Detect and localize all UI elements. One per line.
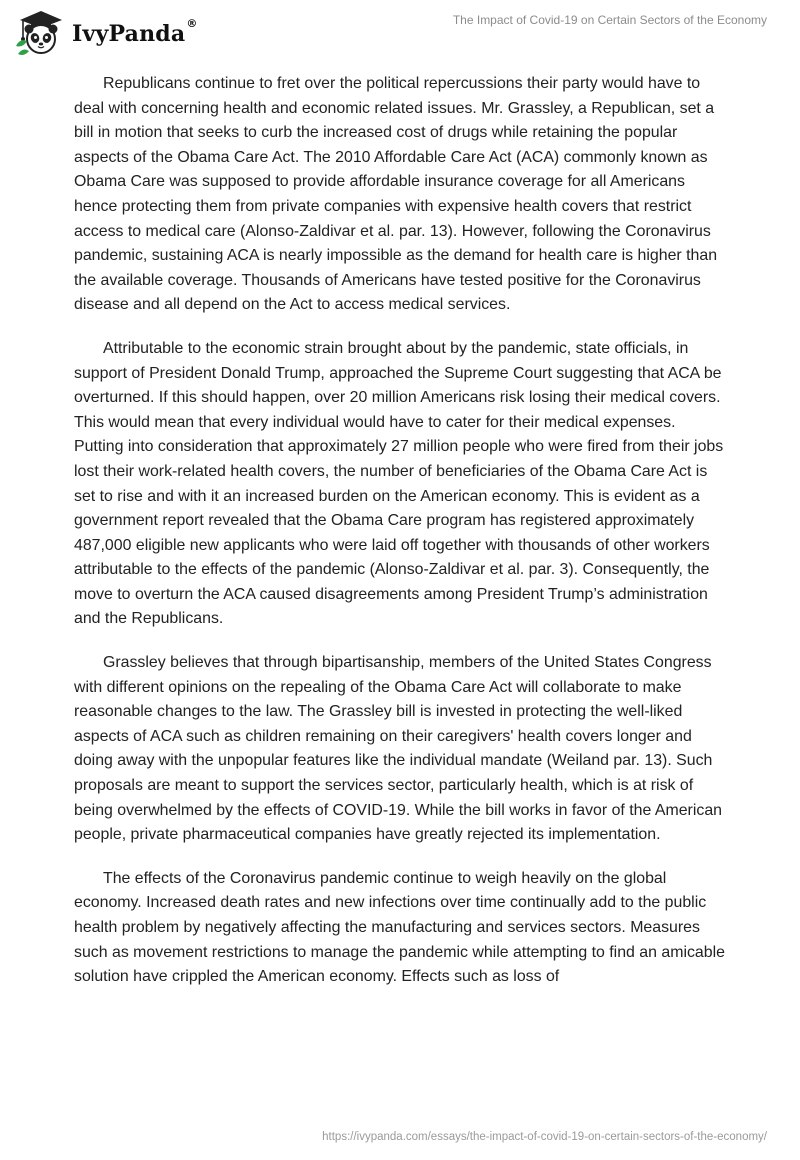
document-title: The Impact of Covid-19 on Certain Sectors of the Economy xyxy=(452,13,767,27)
paragraph-2: Attributable to the economic strain brought about by the pandemic, state officials, in support of President Donald Trump, approached the Supreme Court suggesting that ACA be overturned. If this should happen, over 20 million Americans risk losing their medical covers. This would mean that every individual would have to cater for their medical expenses. Putting into consideration that approximately 27 million people who were fired from their jobs lost their work-related health covers, the number of beneficiaries of the Obama Care Act is set to rise and with it an increased burden on the American economy. This is evident as a government report revealed that the Obama Care program has registered approximately 487,000 eligible new applicants who were laid off together with thousands of other workers attributable to the effects of the pandemic (Alonso-Zaldivar et al. par. 3). Consequently, the move to overturn the ACA caused disagreements among President Trump’s administration and the Republicans. xyxy=(74,339,724,628)
registered-mark: ® xyxy=(186,17,198,30)
panda-graduation-cap-logo-icon xyxy=(14,8,66,58)
footer-url[interactable]: https://ivypanda.com/essays/the-impact-of-covid-19-on-certain-sectors-of-the-economy/ xyxy=(322,1131,767,1143)
essay-body xyxy=(74,72,729,1009)
paragraph-3: Grassley believes that through bipartisanship, members of the United States Congress with different opinions on the repealing of the Obama Care Act will collaborate to make reasonable changes to the law. The Grassley bill is invested in protecting the well-liked aspects of ACA such as children remaining on their caregivers' health covers longer and doing away with the unpopular features like the individual mandate (Weiland par. 13). Such proposals are meant to support the services sector, particularly health, which is at risk of being overwhelmed by the effects of COVID-19. While the bill works in favor of the American people, private pharmaceutical companies have greatly rejected its implementation. xyxy=(74,654,722,844)
brand-name: IvyPanda® xyxy=(72,17,198,47)
paragraph-4: The effects of the Coronavirus pandemic continue to weigh heavily on the global economy. Increased death rates and new infections over time continually add to the public health problem by negatively affecting the manufacturing and services sectors. Measures such as movement restrictions to manage the pandemic while attempting to find an amicable solution have crippled the American economy. Effects such as loss of xyxy=(74,869,725,986)
brand-logo[interactable] xyxy=(14,8,198,58)
page-header xyxy=(0,0,800,70)
paragraph-1: Republicans continue to fret over the political repercussions their party would have to deal with concerning health and economic related issues. Mr. Grassley, a Republican, set a bill in motion that seeks to curb the increased cost of drugs while retaining the popular aspects of the Obama Care Act. The 2010 Affordable Care Act (ACA) commonly known as Obama Care was supposed to provide affordable insurance coverage for all Americans hence protecting them from private companies with expensive health covers that restrict access to medical care (Alonso-Zaldivar et al. par. 13). However, following the Coronavirus pandemic, sustaining ACA is nearly impossible as the demand for health care is higher than the available coverage. Thousands of Americans have tested positive for the Coronavirus disease and all depend on the Act to access medical services. xyxy=(74,75,718,314)
